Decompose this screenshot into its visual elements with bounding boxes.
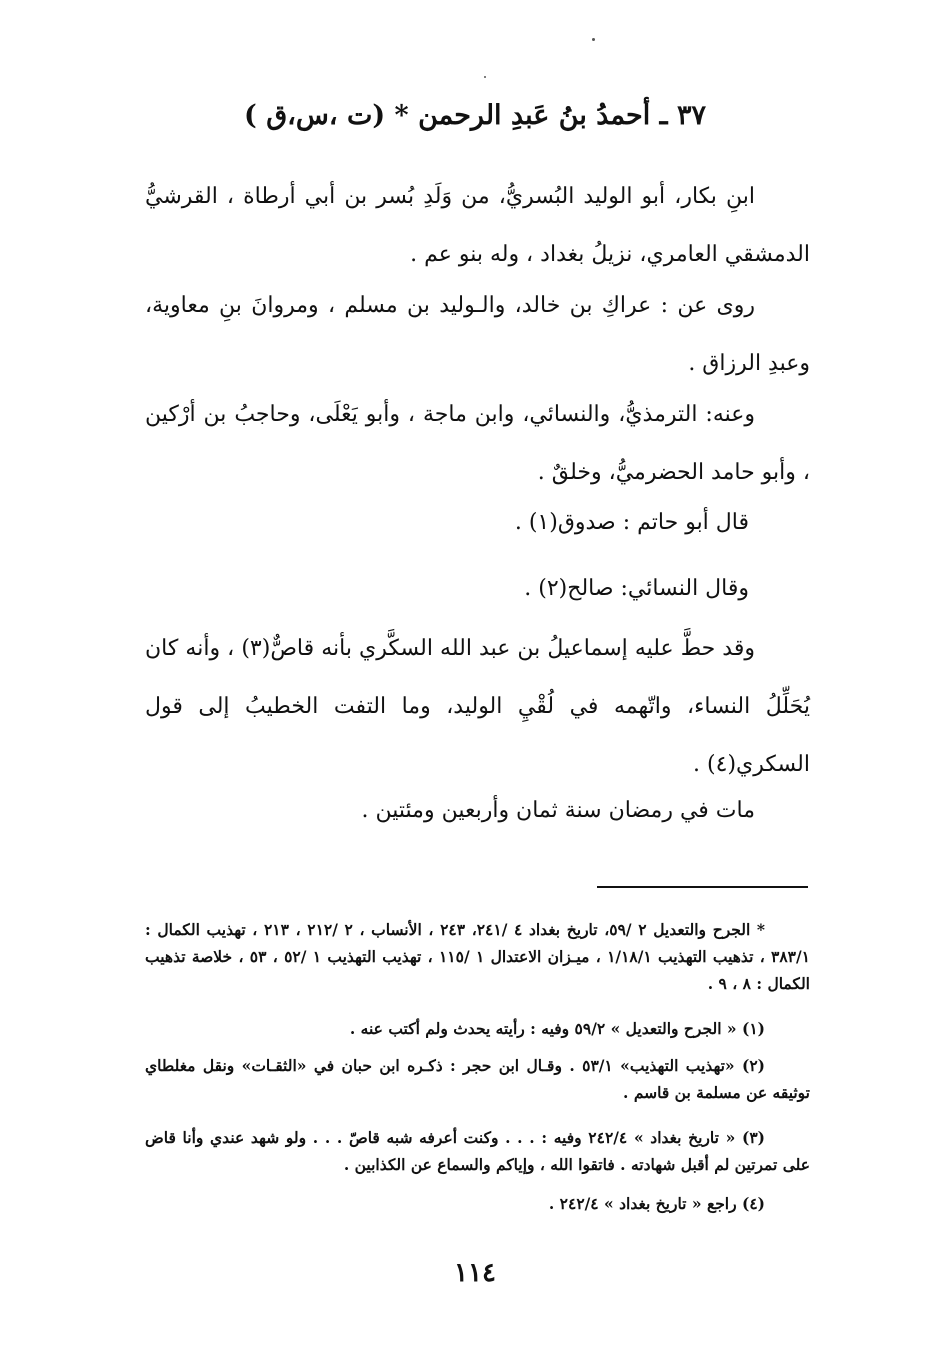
paragraph-lineage: ابنِ بكار، أبو الوليد البُسريُّ، من وَلَدِ بُسر بن أبي أرطاة ، القرشيُّ الدمشقي العامري، نزيلُ بغداد ، وله بنو عم .	[145, 184, 810, 267]
paragraph-death: مات في رمضان سنة ثمان وأربعين ومئتين .	[361, 798, 755, 823]
footnote-4: (٤) راجع « تاريخ بغداد » ٢٤٢/٤ .	[548, 1194, 765, 1213]
paragraph-narrated-from: روى عن : عراكِ بن خالد، والـوليد بن مسلم ، ومروانَ بنِ معاوية، وعبدِ الرزاق .	[145, 293, 810, 376]
footnote-1: (١) « الجرح والتعديل » ٥٩/٢ وفيه : رأيته يحدث ولم أكتب عنه .	[349, 1019, 765, 1038]
entry-title: ٣٧ ـ أحمدُ بنُ عَبدِ الرحمن * (ت ،س،ق )	[244, 100, 706, 131]
paragraph-narrated-by: وعنه: الترمذيُّ، والنسائي، وابن ماجة ، وأبو يَعْلَى، وحاجبُ بن أرْكين ، وأبو حامد الحضرميُّ، وخلقٌ .	[145, 402, 810, 485]
footnote-2: (٢) «تهذيب التهذيب» ٥٣/١ . وقـال ابن حجر : ذكـره ابن حبان في «الثقـات» ونقل مغلطاي توثيقه عن مسلمة بن قاسم .	[145, 1056, 810, 1102]
footnote-sources: * الجرح والتعديل ٢ /٥٩، تاريخ بغداد ٤ /٢٤١، ٢٤٣ ، الأنساب ، ٢ /٢١٢ ، ٢١٣ ، تهذيب الكمال : ٣٨٣/١ ، تذهيب التهذيب ١/١٨/١ ، ميـزان الاعتدال ١ /١١٥ ، تهذيب التهذيب ١ /٥٢ ، ٥٣ ، خلاصة تذهيب الكمال : ٨ ، ٩ .	[145, 920, 810, 993]
footnote-3: (٣) « تاريخ بغداد » ٢٤٢/٤ وفيه : . . . وكنت أعرفه شبه قاصّ . . . ولو شهد عندي وأنا قاض على تمرتين لم أقبل شهادته . فاتقوا الله ، وإياكم والسماع عن الكذابين .	[145, 1128, 810, 1174]
paragraph-criticism: وقد حطَّ عليه إسماعيلُ بن عبد الله السكَّري بأنه قاصٌّ(٣) ، وأنه كان يُحَلِّلُ النساء، واتّهمه في لُقْيِ الوليد، وما التفت الخطيبُ إلى قول السكري(٤) .	[145, 636, 810, 777]
page-number: ١١٤	[454, 1258, 496, 1288]
paragraph-abu-hatim: قال أبو حاتم : صدوق(١) .	[514, 510, 749, 535]
footnote-separator	[597, 886, 808, 888]
scan-speck	[592, 38, 595, 41]
paragraph-nasai: وقال النسائي: صالح(٢) .	[524, 576, 749, 601]
scan-speck	[484, 76, 486, 78]
